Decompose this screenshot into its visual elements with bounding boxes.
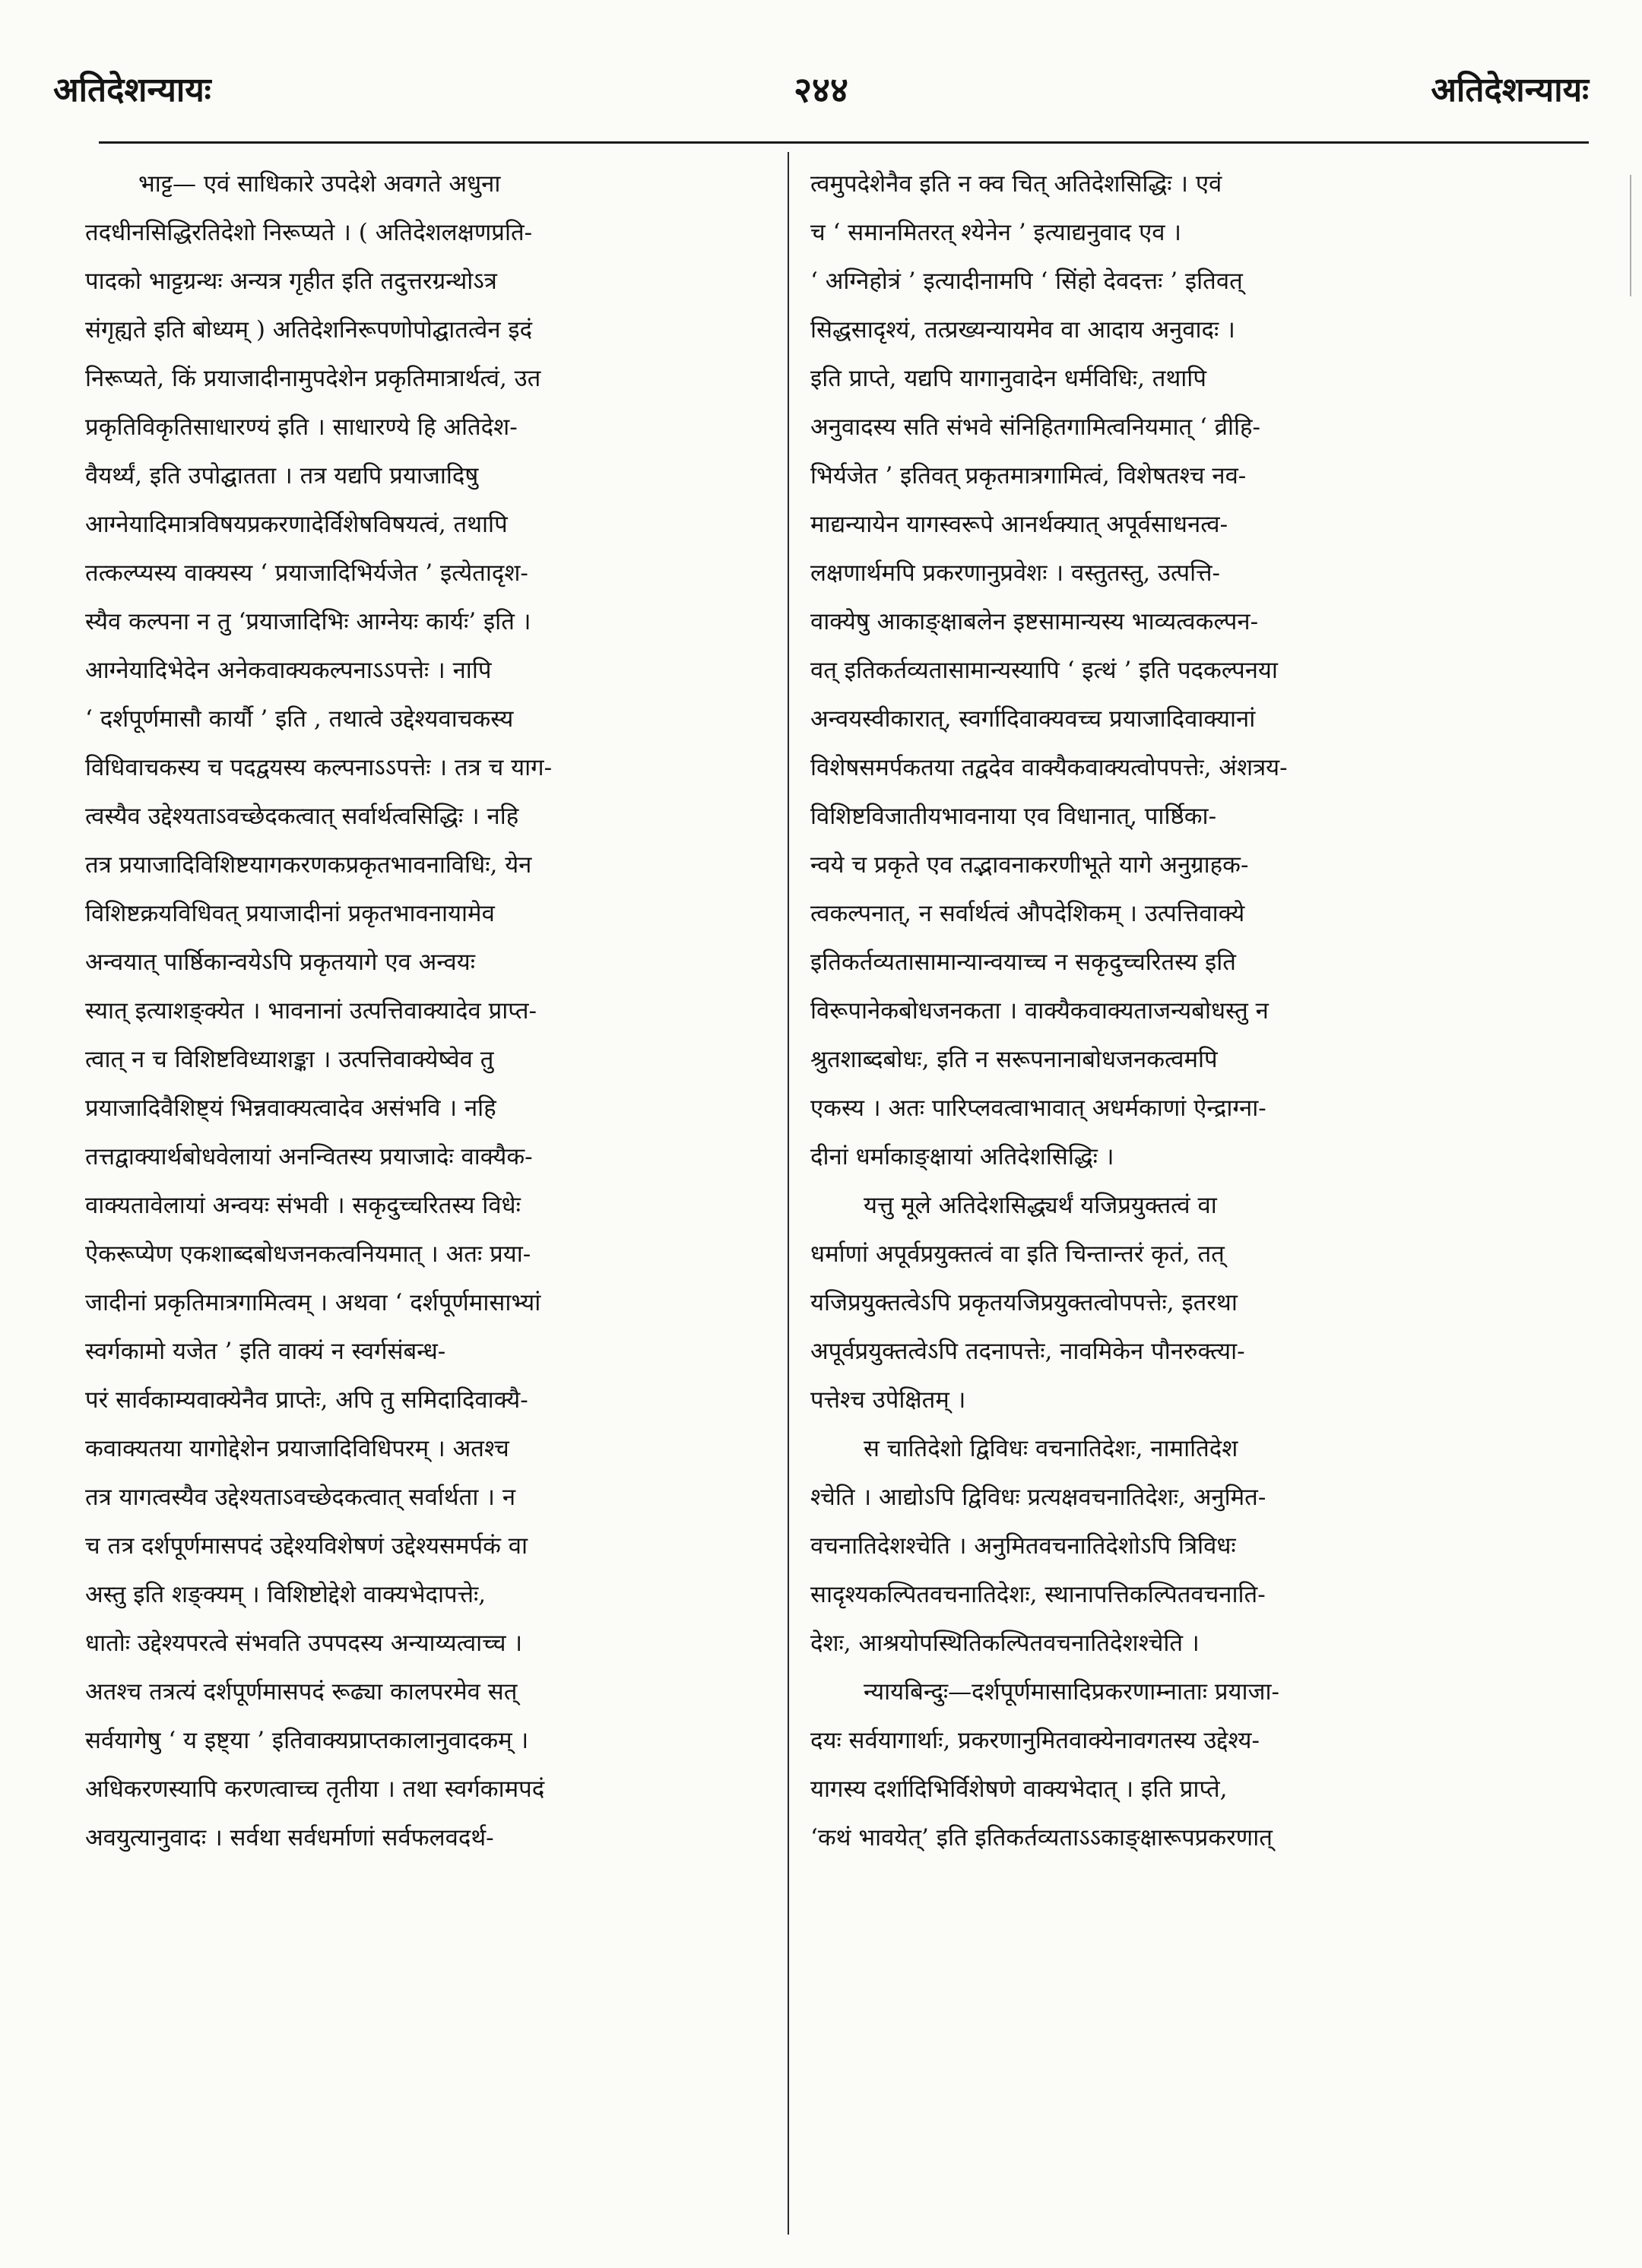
text-line: स्यैव कल्पना न तु ‘प्रयाजादिभिः आग्नेयः कार्यः’ इति । <box>85 608 531 635</box>
text-line: च ‘ समानमितरत् श्येनेन ’ इत्याद्यनुवाद एव । <box>810 219 1182 246</box>
text-line: सादृश्यकल्पितवचनातिदेशः, स्थानापत्तिकल्पितवचनाति- <box>810 1581 1266 1608</box>
text-line: स चातिदेशो द्विविधः वचनातिदेशः, नामातिदेश <box>864 1435 1238 1462</box>
text-line: प्रकृतिविकृतिसाधारण्यं इति । साधारण्ये हि अतिदेश- <box>85 413 518 441</box>
text-line: विधिवाचकस्य च पदद्वयस्य कल्पनाऽऽपत्तेः । तत्र च याग- <box>85 754 553 781</box>
text-line: आग्नेयादिमात्रविषयप्रकरणादेर्विशेषविषयत्वं, तथापि <box>85 511 508 538</box>
text-line: जादीनां प्रकृतिमात्रगामित्वम् । अथवा ‘ दर्शपूर्णमासाभ्यां <box>85 1289 541 1316</box>
text-line: यत्तु मूले अतिदेशसिद्ध्यर्थं यजिप्रयुक्तत्वं वा <box>864 1192 1217 1219</box>
left-column <box>85 160 769 1862</box>
text-line: पत्तेश्च उपेक्षितम् । <box>810 1386 966 1414</box>
text-line: स्वर्गकामो यजेत ’ इति वाक्यं न स्वर्गसंबन्ध- <box>85 1338 446 1365</box>
text-line: माद्यन्यायेन यागस्वरूपे आनर्थक्यात् अपूर्वसाधनत्व- <box>810 511 1228 538</box>
text-line: भिर्यजेत ’ इतिवत् प्रकृतमात्रगामित्वं, विशेषतश्च नव- <box>810 462 1247 489</box>
text-line: पादको भाट्टग्रन्थः अन्यत्र गृहीत इति तदुत्तरग्रन्थोऽत्र <box>85 268 497 295</box>
text-line: ऐकरूप्येण एकशाब्दबोधजनकत्वनियमात् । अतः प्रया- <box>85 1240 531 1268</box>
text-line: अवयुत्यानुवादः । सर्वथा सर्वधर्माणां सर्वफलवदर्थ- <box>85 1824 494 1851</box>
text-line: इति प्राप्ते, यद्यपि यागानुवादेन धर्मविधिः, तथापि <box>810 365 1206 392</box>
running-title-right: अतिदेशन्यायः <box>1431 71 1589 109</box>
text-line: विशिष्टक्रयविधिवत् प्रयाजादीनां प्रकृतभावनायामेव <box>85 900 495 927</box>
text-line: परं सार्वकाम्यवाक्येनैव प्राप्तेः, अपि तु समिदादिवाक्यै- <box>85 1386 528 1414</box>
text-line: वाक्यतावेलायां अन्वयः संभवी । सकृदुच्चरितस्य विधेः <box>85 1192 521 1219</box>
text-line: भाट्ट— एवं साधिकारे उपदेशे अवगते अधुना <box>138 170 501 198</box>
right-column <box>810 160 1510 1862</box>
text-line: ‘ दर्शपूर्णमासौ कार्यौ ’ इति , तथात्वे उद्देश्यवाचकस्य <box>85 705 514 733</box>
running-title-left: अतिदेशन्यायः <box>53 71 211 109</box>
text-line: तत्कल्प्यस्य वाक्यस्य ‘ प्रयाजादिभिर्यजेत ’ इत्येतादृश- <box>85 559 528 587</box>
text-line: तदधीनसिद्धिरतिदेशो निरूप्यते । ( अतिदेशलक्षणप्रति- <box>85 219 533 246</box>
text-line: वत् इतिकर्तव्यतासामान्यस्यापि ‘ इत्थं ’ इति पदकल्पनया <box>810 657 1278 684</box>
text-line: सिद्धसादृश्यं, तत्प्रख्यन्यायमेव वा आदाय अनुवादः । <box>810 316 1235 344</box>
text-line: वैयर्थ्यं, इति उपोद्घातता । तत्र यद्यपि प्रयाजादिषु <box>85 462 479 489</box>
text-line: अन्वयात् पार्ष्ठिकान्वयेऽपि प्रकृतयागे एव अन्वयः <box>85 949 476 976</box>
text-line: दयः सर्वयागार्थाः, प्रकरणानुमितवाक्येनावगतस्य उद्देश्य- <box>810 1727 1260 1754</box>
text-line: स्यात् इत्याशङ्क्येत । भावनानां उत्पत्तिवाक्यादेव प्राप्त- <box>85 997 537 1025</box>
column-divider <box>788 152 789 2235</box>
text-line: न्यायबिन्दुः—दर्शपूर्णमासादिप्रकरणाम्नाताः प्रयाजा- <box>864 1678 1279 1706</box>
text-line: अनुवादस्य सति संभवे संनिहितगामित्वनियमात् ‘ व्रीहि- <box>810 413 1260 441</box>
text-line: यागस्य दर्शादिभिर्विशेषणे वाक्यभेदात् । इति प्राप्ते, <box>810 1775 1228 1803</box>
text-line: त्वमुपदेशेनैव इति न क्व चित् अतिदेशसिद्धिः । एवं <box>810 170 1222 198</box>
text-line: अस्तु इति शङ्क्यम् । विशिष्टोद्देशे वाक्यभेदापत्तेः, <box>85 1581 487 1608</box>
page-header <box>53 65 1589 134</box>
text-line: श्रुतशाब्दबोधः, इति न सरूपनानाबोधजनकत्वमपि <box>810 1046 1218 1073</box>
text-line: ‘कथं भावयेत्’ इति इतिकर्तव्यताऽऽकाङ्क्षारूपप्रकरणात् <box>810 1824 1273 1851</box>
text-line: दीनां धर्माकाङ्क्षायां अतिदेशसिद्धिः । <box>810 1143 1114 1170</box>
text-line: संगृह्यते इति बोध्यम् ) अतिदेशनिरूपणोपोद्घातत्वेन इदं <box>85 316 533 344</box>
text-line: विशेषसमर्पकतया तद्वदेव वाक्यैकवाक्यत्वोपपत्तेः, अंशत्रय- <box>810 754 1288 781</box>
page-edge-mark <box>1630 175 1642 296</box>
text-line: विरूपानेकबोधजनकता । वाक्यैकवाक्यताजन्यबोधस्तु न <box>810 997 1269 1025</box>
text-line: इतिकर्तव्यतासामान्यान्वयाच्च न सकृदुच्चरितस्य इति <box>810 949 1236 976</box>
text-line: त्वकल्पनात्, न सर्वार्थत्वं औपदेशिकम् । उत्पत्तिवाक्ये <box>810 900 1245 927</box>
text-line: आग्नेयादिभेदेन अनेकवाक्यकल्पनाऽऽपत्तेः । नापि <box>85 657 492 684</box>
header-rule <box>99 141 1589 144</box>
text-line: यजिप्रयुक्तत्वेऽपि प्रकृतयजिप्रयुक्तत्वोपपत्तेः, इतरथा <box>810 1289 1238 1316</box>
text-line: देशः, आश्रयोपस्थितिकल्पितवचनातिदेशश्चेति । <box>810 1630 1200 1657</box>
text-line: धर्माणां अपूर्वप्रयुक्तत्वं वा इति चिन्तान्तरं कृतं, तत् <box>810 1240 1225 1268</box>
text-line: अधिकरणस्यापि करणत्वाच्च तृतीया । तथा स्वर्गकामपदं <box>85 1775 545 1803</box>
text-line: अपूर्वप्रयुक्तत्वेऽपि तदनापत्तेः, नावमिकेन पौनरुक्त्या- <box>810 1338 1245 1365</box>
text-line: वचनातिदेशश्चेति । अनुमितवचनातिदेशोऽपि त्रिविधः <box>810 1532 1236 1560</box>
text-line: विशिष्टविजातीयभावनाया एव विधानात्, पार्ष्ठिका- <box>810 803 1217 830</box>
text-line: तत्तद्वाक्यार्थबोधवेलायां अनन्वितस्य प्रयाजादेः वाक्यैक- <box>85 1143 533 1170</box>
text-line: अतश्च तत्रत्यं दर्शपूर्णमासपदं रूढ्या कालपरमेव सत् <box>85 1678 518 1706</box>
text-line: निरूप्यते, किं प्रयाजादीनामुपदेशेन प्रकृतिमात्रार्थत्वं, उत <box>85 365 541 392</box>
text-line: श्चेति । आद्योऽपि द्विविधः प्रत्यक्षवचनातिदेशः, अनुमित- <box>810 1484 1266 1511</box>
page-number: २४४ <box>794 69 848 110</box>
text-line: एकस्य । अतः पारिप्लवत्वाभावात् अधर्मकाणां ऐन्द्राग्ना- <box>810 1094 1266 1122</box>
text-line: वाक्येषु आकाङ्क्षाबलेन इष्टसामान्यस्य भाव्यत्वकल्पन- <box>810 608 1259 635</box>
text-line: ‘ अग्निहोत्रं ’ इत्यादीनामपि ‘ सिंहो देवदत्तः ’ इतिवत् <box>810 268 1243 295</box>
text-line: कवाक्यतया यागोद्देशेन प्रयाजादिविधिपरम् । अतश्च <box>85 1435 509 1462</box>
text-line: लक्षणार्थमपि प्रकरणानुप्रवेशः । वस्तुतस्तु, उत्पत्ति- <box>810 559 1221 587</box>
text-line: तत्र यागत्वस्यैव उद्देश्यताऽवच्छेदकत्वात् सर्वार्थता । न <box>85 1484 516 1511</box>
text-line: प्रयाजादिवैशिष्ट्यं भिन्नवाक्यत्वादेव असंभवि । नहि <box>85 1094 496 1122</box>
text-line: न्वये च प्रकृते एव तद्भावनाकरणीभूते यागे अनुग्राहक- <box>810 851 1249 879</box>
text-line: च तत्र दर्शपूर्णमासपदं उद्देश्यविशेषणं उद्देश्यसमर्पकं वा <box>85 1532 528 1560</box>
text-line: तत्र प्रयाजादिविशिष्टयागकरणकप्रकृतभावनाविधिः, येन <box>85 851 532 879</box>
text-line: धातोः उद्देश्यपरत्वे संभवति उपपदस्य अन्याय्यत्वाच्च । <box>85 1630 523 1657</box>
text-line: त्वात् न च विशिष्टविध्याशङ्का । उत्पत्तिवाक्येष्वेव तु <box>85 1046 494 1073</box>
text-line: अन्वयस्वीकारात्, स्वर्गादिवाक्यवच्च प्रयाजादिवाक्यानां <box>810 705 1256 733</box>
text-line: सर्वयागेषु ‘ य इष्ट्या ’ इतिवाक्यप्राप्तकालानुवादकम् । <box>85 1727 529 1754</box>
text-line: त्वस्यैव उद्देश्यताऽवच्छेदकत्वात् सर्वार्थत्वसिद्धिः । नहि <box>85 803 519 830</box>
